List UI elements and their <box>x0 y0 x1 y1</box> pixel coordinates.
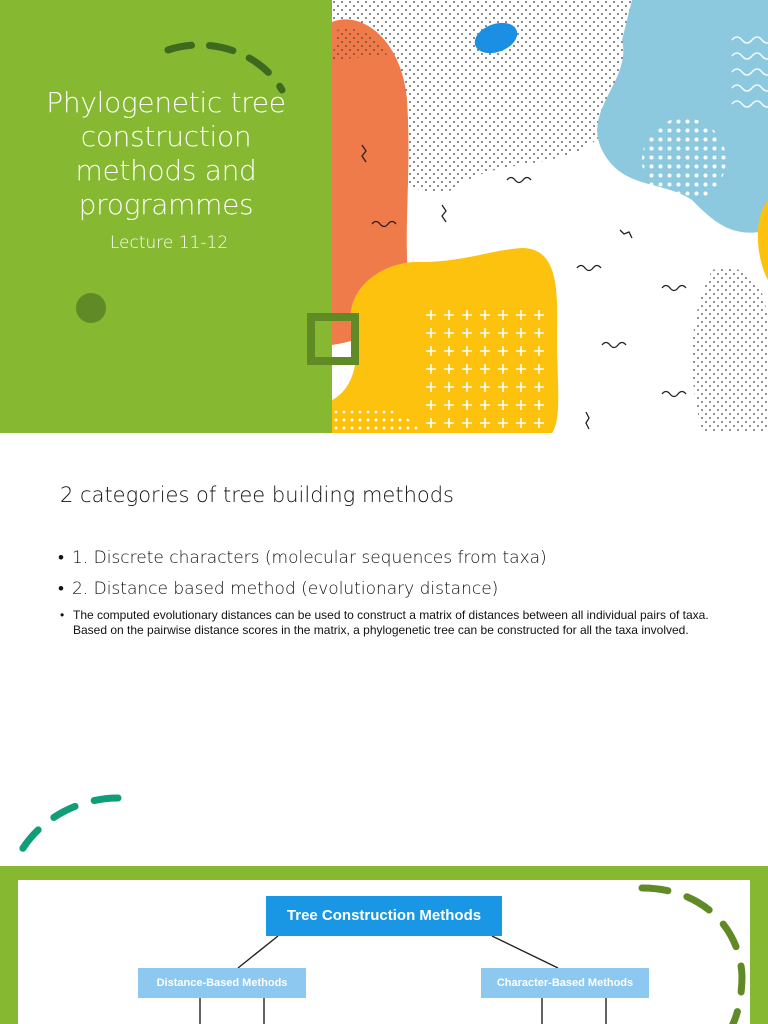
bullet-marker: • <box>58 548 64 568</box>
slide-title <box>10 86 322 222</box>
title-line-2: construction <box>80 120 252 153</box>
list-item <box>58 547 738 569</box>
bullet-marker: • <box>60 608 65 622</box>
categories-slide <box>0 433 768 866</box>
detail-paragraph <box>60 608 720 638</box>
bullet-text: 2. Distance based method (evolutionary distance) <box>72 579 499 599</box>
title-line-1: Phylogenetic tree <box>46 86 286 119</box>
slide-heading: 2 categories of tree building methods <box>60 483 454 507</box>
abstract-artwork <box>332 0 768 433</box>
title-slide <box>0 0 768 433</box>
list-item <box>58 578 738 600</box>
distance-based-methods-box: Distance-Based Methods <box>138 968 306 998</box>
tree-construction-methods-box: Tree Construction Methods <box>266 896 502 936</box>
detail-text: The computed evolutionary distances can be used to construct a matrix of distances between all individual pairs of taxa. Based on the pairwise distance scores in the matrix, a phylogenetic tree can be constructed for all the taxa involved. <box>73 608 709 637</box>
diagram-canvas <box>18 880 750 1024</box>
bullet-marker: • <box>58 579 64 599</box>
bullet-text: 1. Discrete characters (molecular sequences from taxa) <box>72 548 547 568</box>
bullet-list <box>58 547 738 609</box>
title-line-4: programmes <box>78 188 254 221</box>
character-based-methods-box: Character-Based Methods <box>481 968 649 998</box>
slide-subtitle: Lecture 11-12 <box>109 233 229 253</box>
diagram-slide <box>0 866 768 1024</box>
title-line-3: methods and <box>75 154 257 187</box>
